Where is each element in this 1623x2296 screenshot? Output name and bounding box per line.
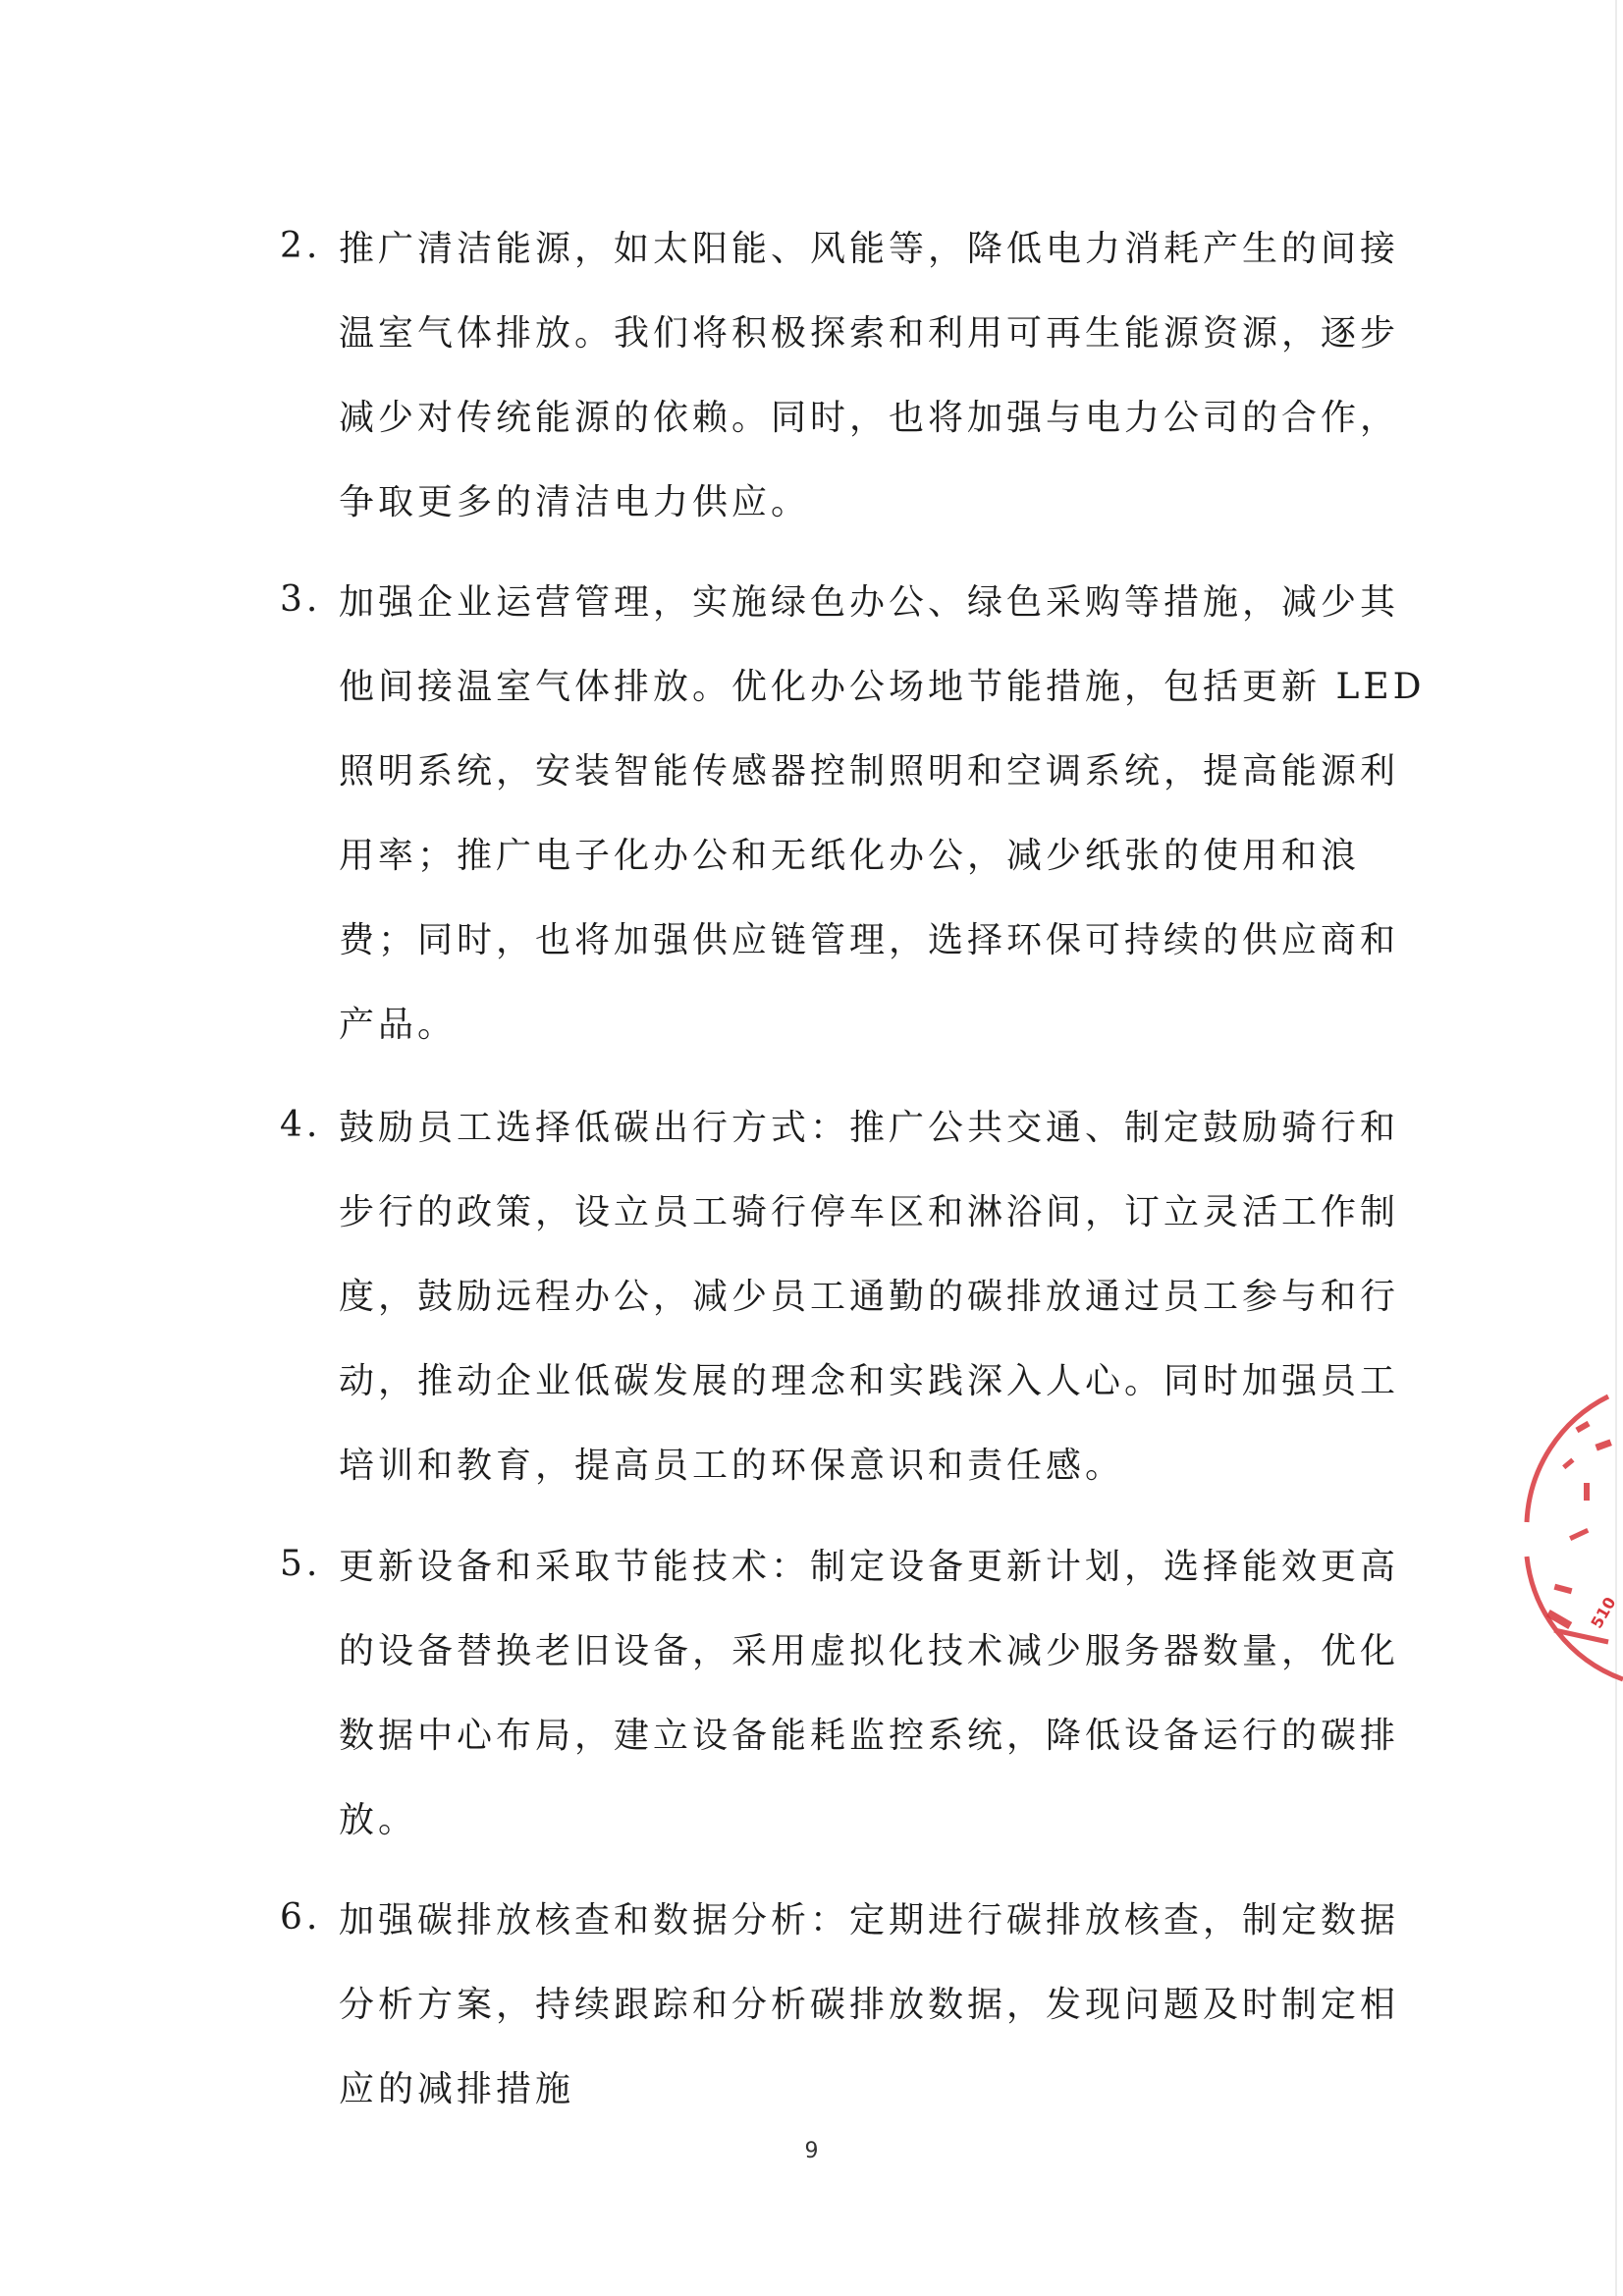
text-line: 动，推动企业低碳发展的理念和实践深入人心。同时加强员工 [339, 1361, 1400, 1401]
page-number: 9 [804, 2139, 819, 2163]
text-line: 推广清洁能源，如太阳能、风能等，降低电力消耗产生的间接 [339, 229, 1400, 269]
text-line: 度，鼓励远程办公，减少员工通勤的碳排放通过员工参与和行 [339, 1277, 1400, 1317]
company-seal-stamp [1515, 1385, 1623, 1709]
text-line: 鼓励员工选择低碳出行方式：推广公共交通、制定鼓励骑行和 [339, 1108, 1400, 1148]
text-line: 减少对传统能源的依赖。同时，也将加强与电力公司的合作， [339, 398, 1400, 438]
text-line: 温室气体排放。我们将积极探索和利用可再生能源资源，逐步 [339, 313, 1400, 354]
text-line: 放。 [339, 1800, 418, 1840]
text-line: 争取更多的清洁电力供应。 [339, 482, 811, 522]
text-line: 应的减排措施 [339, 2069, 575, 2109]
text-line: 加强企业运营管理，实施绿色办公、绿色采购等措施，减少其 [339, 582, 1400, 623]
list-number: 6. [280, 1897, 322, 1938]
text-line: 照明系统，安装智能传感器控制照明和空调系统，提高能源利 [339, 751, 1400, 792]
list-number: 4. [280, 1105, 322, 1145]
text-line: 分析方案，持续跟踪和分析碳排放数据，发现问题及时制定相 [339, 1985, 1400, 2025]
list-number: 2. [280, 226, 322, 266]
text-line: 的设备替换老旧设备，采用虚拟化技术减少服务器数量，优化 [339, 1631, 1400, 1671]
text-line: 步行的政策，设立员工骑行停车区和淋浴间，订立灵活工作制 [339, 1192, 1400, 1232]
scan-edge-line [1615, 0, 1617, 2296]
text-line: 产品。 [339, 1005, 458, 1045]
text-line: 费；同时，也将加强供应链管理，选择环保可持续的供应商和 [339, 920, 1400, 960]
list-number: 3. [280, 579, 322, 620]
text-line: 他间接温室气体排放。优化办公场地节能措施，包括更新 LED [339, 667, 1426, 707]
text-line: 加强碳排放核查和数据分析：定期进行碳排放核查，制定数据 [339, 1900, 1400, 1941]
seal-text: 510 [1587, 1593, 1620, 1632]
text-line: 用率；推广电子化办公和无纸化办公，减少纸张的使用和浪 [339, 836, 1361, 876]
text-line: 更新设备和采取节能技术：制定设备更新计划，选择能效更高 [339, 1547, 1400, 1587]
list-number: 5. [280, 1544, 322, 1584]
text-line: 培训和教育，提高员工的环保意识和责任感。 [339, 1446, 1125, 1486]
text-line: 数据中心布局，建立设备能耗监控系统，降低设备运行的碳排 [339, 1716, 1400, 1756]
